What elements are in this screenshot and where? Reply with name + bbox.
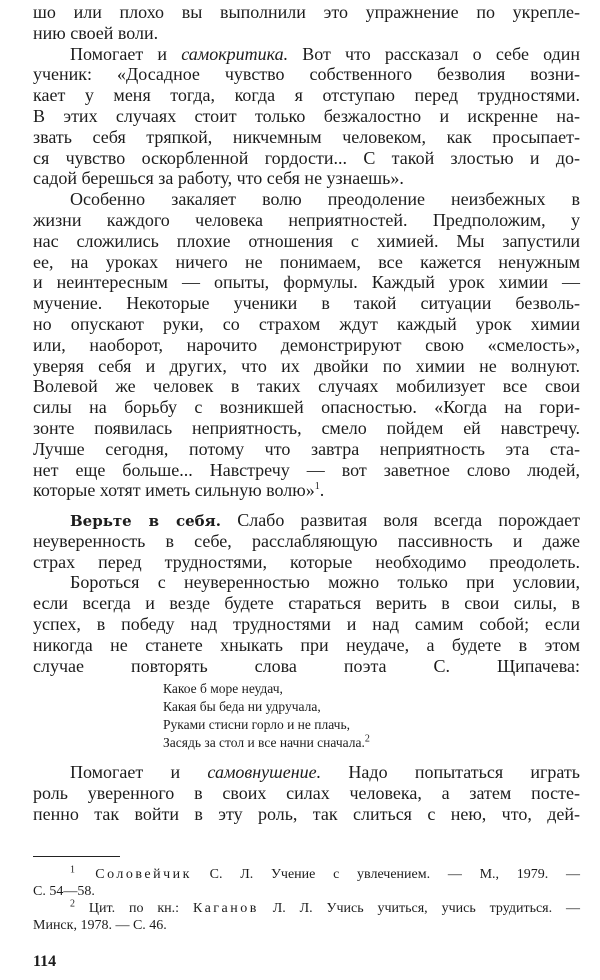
text-segment: С. Л. Учение с увлечением. — М., 1979. — [191, 867, 580, 882]
text-segment: Надо попытаться играть [321, 762, 580, 782]
text-line: Бороться с неуверенностью можно только при условии, [70, 572, 580, 593]
text-segment: . [319, 480, 325, 501]
paragraphs-top [33, 2, 580, 501]
text-line: ся чувство оскорбленной гордости... С такой злостью и до- [33, 147, 580, 168]
text-line: силы на борьбу с возникшей опасностью. «Когда на гори- [33, 397, 580, 418]
text-segment: Помогает и [70, 762, 208, 782]
text-line [33, 480, 580, 501]
text-line: ее, на уроках ничего не понимаем, все кажется ненужным [33, 251, 580, 272]
text-line: Волевой же человек в таких случаях мобилизует все свои [33, 376, 580, 397]
text-segment: Слабо развитая воля всегда порождает [221, 510, 580, 530]
text-line [163, 734, 483, 752]
text-line: Особенно закаляет волю преодоление неизбежных в [70, 189, 580, 210]
text-line [33, 762, 580, 783]
text-line: уверяя себя и других, что их двойки по химии не волнуют. [33, 355, 580, 376]
text-line: зонте появилась неприятность, смело пойдем ей навстречу. [33, 417, 580, 438]
text-line: Какая бы беда ни удручала, [163, 699, 321, 714]
text-segment: Соловейчик [75, 867, 192, 882]
text-line: но опускают руки, со страхом ждут каждый урок химии [33, 313, 580, 334]
text-line [33, 510, 580, 531]
text-line: звать себя тряпкой, никчемным человеком, как просыпает- [33, 126, 580, 147]
footnote-marker: 1 [314, 481, 320, 493]
text-line [33, 900, 580, 917]
text-segment: Засядь за стол и все начни сначала. [163, 735, 365, 750]
text-line: ученик: «Досадное чувство собственного безволия возни- [33, 64, 580, 85]
paragraph-self-suggestion [33, 762, 580, 824]
text-line: кает у меня тогда, когда я отступаю перед трудностями. [33, 85, 580, 106]
text-line: успех, в победу над трудностями и над самим собой; если [33, 613, 580, 634]
text-line: Минск, 1978. — С. 46. [33, 918, 167, 933]
text-line: В этих случаях стоит только безжалостно и искренне на- [33, 105, 580, 126]
text-line: нию своей воли. [33, 22, 159, 43]
section-believe-in-yourself [33, 510, 580, 676]
emphasis: самокритика. [181, 43, 289, 64]
text-line: неуверенность в себе, расслабляющую пассивность и даже [33, 530, 580, 551]
text-line: садой берешься за работу, что себя не узнаешь». [33, 168, 404, 189]
footnote-divider [33, 856, 120, 857]
text-line: случае повторять слова поэта С. Щипачева: [33, 655, 580, 676]
text-line: или, наоборот, нарочито демонстрируют свою «смелость», [33, 334, 580, 355]
footnote-marker: 2 [70, 898, 75, 910]
page-number: 114 [33, 953, 57, 970]
text-line: роль уверенного в своих силах человека, а затем посте- [33, 782, 580, 803]
footnotes [33, 866, 580, 934]
text-line: Руками стисни горло и не плачь, [163, 717, 350, 732]
footnote-marker: 1 [70, 864, 75, 876]
text-segment: Л. Л. Учись учиться, учись трудиться. — [258, 901, 580, 916]
text-line [33, 866, 580, 883]
text-segment: Вот что рассказал о себе один [288, 43, 580, 64]
text-line: Лучше сегодня, потому что завтра неприятность эта ста- [33, 438, 580, 459]
text-line: Какое б море неудач, [163, 681, 283, 696]
text-line: и неинтересным — опыты, формулы. Каждый урок химии — [33, 272, 580, 293]
text-segment: Каганов [192, 901, 259, 916]
text-segment: Цит. по кн.: [75, 901, 193, 916]
text-line: нет еще больше... Навстречу — вот заветное слово людей, [33, 459, 580, 480]
text-line [33, 44, 580, 65]
text-line: жизни каждого человека неприятностей. Предположим, у [33, 209, 580, 230]
footnote-marker: 2 [364, 733, 370, 745]
text-line: С. 54—58. [33, 884, 95, 899]
emphasis: самовнушение. [207, 762, 322, 782]
text-line: никогда не станете хныкать при неудаче, а будете в этом [33, 634, 580, 655]
section-heading: Верьте в себя. [70, 512, 221, 530]
text-line: нас сложились плохие отношения с химией. Мы запустили [33, 230, 580, 251]
poem-quote [163, 680, 483, 752]
text-line: пенно так войти в эту роль, так слиться с нею, что, дей- [33, 803, 580, 824]
text-line: мучение. Некоторые ученики в такой ситуации безволь- [33, 293, 580, 314]
text-segment: Помогает и [70, 43, 182, 64]
text-segment: которые хотят иметь сильную волю» [33, 480, 315, 501]
text-line: если всегда и везде будете стараться верить в свои силы, в [33, 593, 580, 614]
text-line: шо или плохо вы выполнили это упражнение по укрепле- [33, 2, 580, 22]
text-line: страх перед трудностями, которые необходимо преодолеть. [33, 551, 580, 572]
